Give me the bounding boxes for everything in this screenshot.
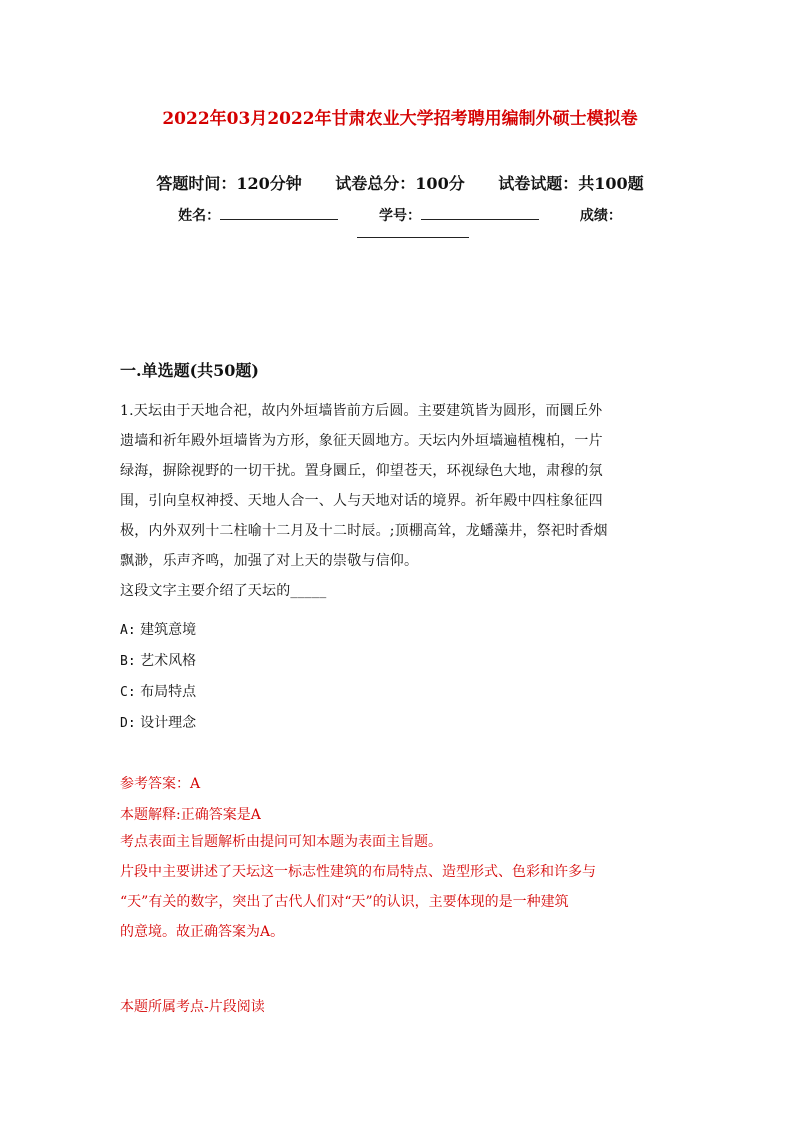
exam-total-score: 试卷总分：100分 xyxy=(335,174,465,193)
option-d xyxy=(120,712,196,732)
question-line: 绿海，摒除视野的一切干扰。置身圜丘，仰望苍天，环视绿色大地，肃穆的氛 xyxy=(120,463,603,479)
explanation-line: 的意境。故正确答案为A。 xyxy=(120,924,285,940)
option-text: 建筑意境 xyxy=(140,622,197,638)
explanation-line: “天”有关的数字，突出了古代人们对“天”的认识，主要体现的是一种建筑 xyxy=(120,894,569,910)
student-id-label: 学号： xyxy=(379,208,421,224)
option-label: A: xyxy=(120,623,136,638)
explanation-line: 考点表面主旨题解析由提问可知本题为表面主旨题。 xyxy=(120,834,442,850)
option-text: 布局特点 xyxy=(140,684,197,700)
reference-answer: 参考答案：A xyxy=(120,776,201,792)
exam-meta xyxy=(0,171,800,194)
exam-title: 2022年03月2022年甘肃农业大学招考聘用编制外硕士模拟卷 xyxy=(162,109,638,129)
option-c xyxy=(120,681,196,701)
student-id-blank xyxy=(421,218,539,220)
option-label: C: xyxy=(120,685,136,700)
exam-question-count: 试卷试题：共100题 xyxy=(498,174,644,193)
option-text: 设计理念 xyxy=(140,715,197,731)
option-label: D: xyxy=(120,716,136,731)
question-body xyxy=(120,396,685,606)
question-line: 遗墙和祈年殿外垣墙皆为方形，象征天圆地方。天坛内外垣墙遍植槐柏，一片 xyxy=(120,433,603,449)
grade-blank xyxy=(357,225,469,238)
question-line: 围，引向皇权神授、天地人合一、人与天地对话的境界。祈年殿中四柱象征四 xyxy=(120,493,603,509)
student-info-row xyxy=(0,205,800,225)
exam-time: 答题时间：120分钟 xyxy=(156,174,302,193)
explanation-line: 片段中主要讲述了天坛这一标志性建筑的布局特点、造型形式、色彩和许多与 xyxy=(120,864,596,880)
name-field xyxy=(178,205,338,225)
question-category: 本题所属考点-片段阅读 xyxy=(120,999,265,1015)
explanation-body xyxy=(120,827,690,947)
question-line: 飘渺，乐声齐鸣，加强了对上天的崇敬与信仰。 xyxy=(120,553,419,569)
explanation-label: 本题解释:正确答案是A xyxy=(120,807,261,823)
student-id-field xyxy=(379,205,539,225)
question-line: 1.天坛由于天地合祀，故内外垣墙皆前方后圆。主要建筑皆为圆形，而圜丘外 xyxy=(120,403,603,419)
section-title: 一.单选题(共50题) xyxy=(120,361,259,380)
option-text: 艺术风格 xyxy=(140,653,197,669)
option-label: B: xyxy=(120,654,136,669)
grade-label: 成绩： xyxy=(579,208,622,224)
name-blank xyxy=(220,218,338,220)
option-b xyxy=(120,650,196,670)
question-prompt: 这段文字主要介绍了天坛的_____ xyxy=(120,583,327,599)
question-line: 极，内外双列十二柱喻十二月及十二时辰。;顶棚高耸，龙蟠藻井，祭祀时香烟 xyxy=(120,523,608,539)
grade-field xyxy=(580,205,622,225)
option-a xyxy=(120,619,196,639)
name-label: 姓名： xyxy=(178,208,221,224)
